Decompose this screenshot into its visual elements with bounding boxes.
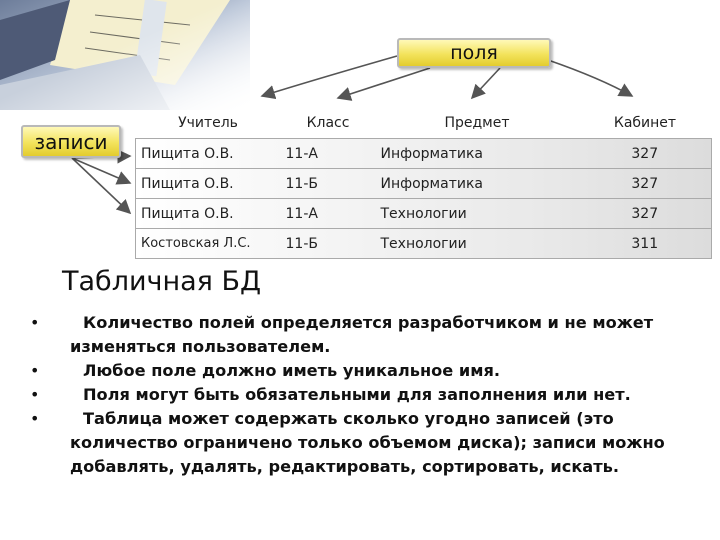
database-table (135, 108, 712, 259)
table-cell: 11-Б (281, 229, 376, 259)
table-cell: 11-А (281, 139, 376, 169)
table-row (136, 199, 712, 229)
table-header-row (136, 108, 712, 139)
list-item-text: Любое поле должно иметь уникальное имя. (83, 361, 501, 380)
fields-label: поля (397, 38, 551, 68)
table-cell: Пищита О.В. (136, 139, 281, 169)
list-item (30, 383, 710, 407)
table-cell: 11-А (281, 199, 376, 229)
column-header: Класс (306, 115, 350, 131)
section-heading: Табличная БД (62, 266, 262, 297)
table-cell: 327 (579, 169, 712, 199)
list-item-text: Количество полей определяется разработчиком и не может изменяться пользователем. (70, 313, 654, 356)
table-cell: 327 (579, 139, 712, 169)
table-cell: Костовская Л.С. (136, 229, 281, 259)
bullet-icon: • (30, 313, 40, 332)
table-cell: 327 (579, 199, 712, 229)
list-item (30, 311, 710, 359)
table-cell: 311 (579, 229, 712, 259)
list-item-text: Поля могут быть обязательными для заполнения или нет. (83, 385, 631, 404)
list-item-text: Таблица может содержать сколько угодно записей (это количество ограничено только объемом диска); записи можно добавлять, удалять, редактировать, сортировать, искать. (70, 409, 665, 476)
records-label: записи (21, 125, 121, 158)
bullet-icon: • (30, 361, 40, 380)
table-cell: Пищита О.В. (136, 169, 281, 199)
column-header: Предмет (444, 115, 510, 131)
bullet-icon: • (30, 409, 40, 428)
list-item (30, 359, 710, 383)
table-cell: 11-Б (281, 169, 376, 199)
column-header: Учитель (178, 115, 238, 131)
bullet-icon: • (30, 385, 40, 404)
list-item (30, 407, 710, 479)
table-row (136, 169, 712, 199)
table-row (136, 229, 712, 259)
table-cell: Технологии (376, 199, 579, 229)
table-cell: Технологии (376, 229, 579, 259)
table-cell: Пищита О.В. (136, 199, 281, 229)
table-cell: Информатика (376, 139, 579, 169)
table-row (136, 139, 712, 169)
table-cell: Информатика (376, 169, 579, 199)
column-header: Кабинет (613, 115, 677, 131)
bullet-list (30, 311, 710, 479)
